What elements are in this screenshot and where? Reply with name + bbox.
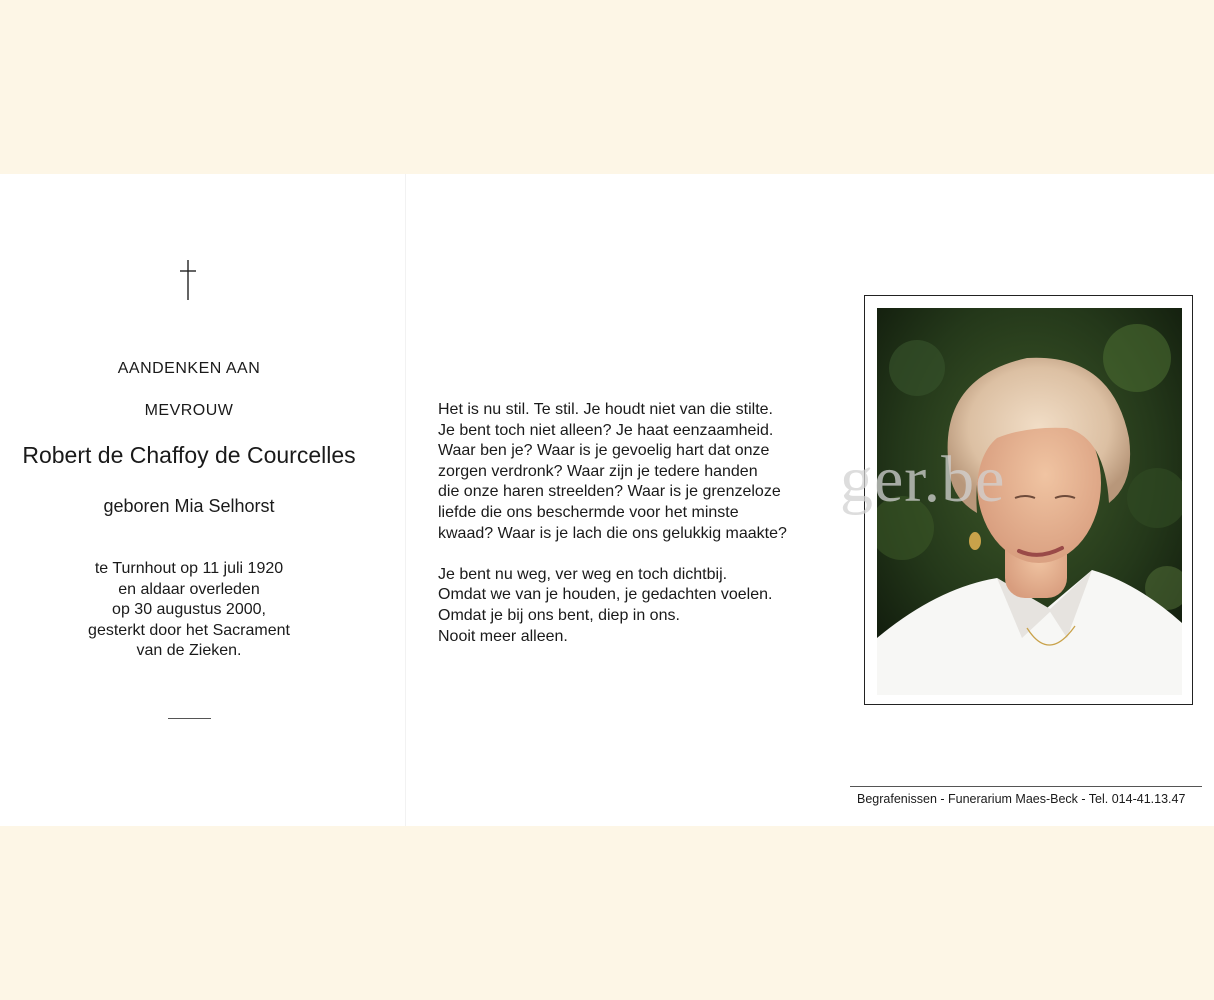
watermark-text: ger.be [840, 443, 1006, 516]
poem-line: zorgen verdronk? Waar zijn je tedere handen [438, 462, 758, 480]
poem-line: Je bent nu weg, ver weg en toch dichtbij. [438, 565, 728, 583]
poem-line: die onze haren streelden? Waar is je grenzeloze [438, 483, 781, 501]
poem-line: kwaad? Waar is je lach die ons gelukkig maakte? [438, 524, 787, 542]
poem [438, 400, 790, 647]
footer-rule [850, 786, 1202, 787]
poem-line: Je bent toch niet alleen? Je haat eenzaamheid. [438, 421, 774, 439]
detail-line: op 30 augustus 2000, [112, 601, 266, 618]
poem-line: Nooit meer alleen. [438, 627, 568, 645]
divider [168, 718, 211, 719]
detail-line: gesterkt door het Sacrament [88, 621, 290, 639]
detail-line: te Turnhout op 11 juli 1920 [94, 560, 284, 577]
detail-line: van de Zieken. [136, 642, 242, 659]
poem-line: Het is nu stil. Te stil. Je houdt niet van die stilte. [438, 401, 773, 418]
funeral-home-footer: Begrafenissen - Funerarium Maes-Beck - Tel. 014-41.13.47 [857, 792, 1186, 806]
deceased-name: Robert de Chaffoy de Courcelles [22, 442, 356, 468]
born-name: geboren Mia Selhorst [103, 496, 275, 516]
memorial-card [0, 174, 1214, 826]
detail-line: en aldaar overleden [118, 580, 260, 598]
poem-line: liefde die ons beschermde voor het minste [438, 503, 739, 521]
poem-line: Omdat je bij ons bent, diep in ons. [438, 606, 680, 624]
title-text: MEVROUW [144, 402, 234, 419]
fold-line [405, 174, 406, 826]
life-details [0, 559, 378, 662]
poem-line: Omdat we van je houden, je gedachten voelen. [438, 586, 773, 604]
poem-line: Waar ben je? Waar is je gevoelig hart dat onze [438, 442, 770, 460]
cross-icon [178, 260, 198, 300]
intro-text: AANDENKEN AAN [117, 360, 261, 377]
